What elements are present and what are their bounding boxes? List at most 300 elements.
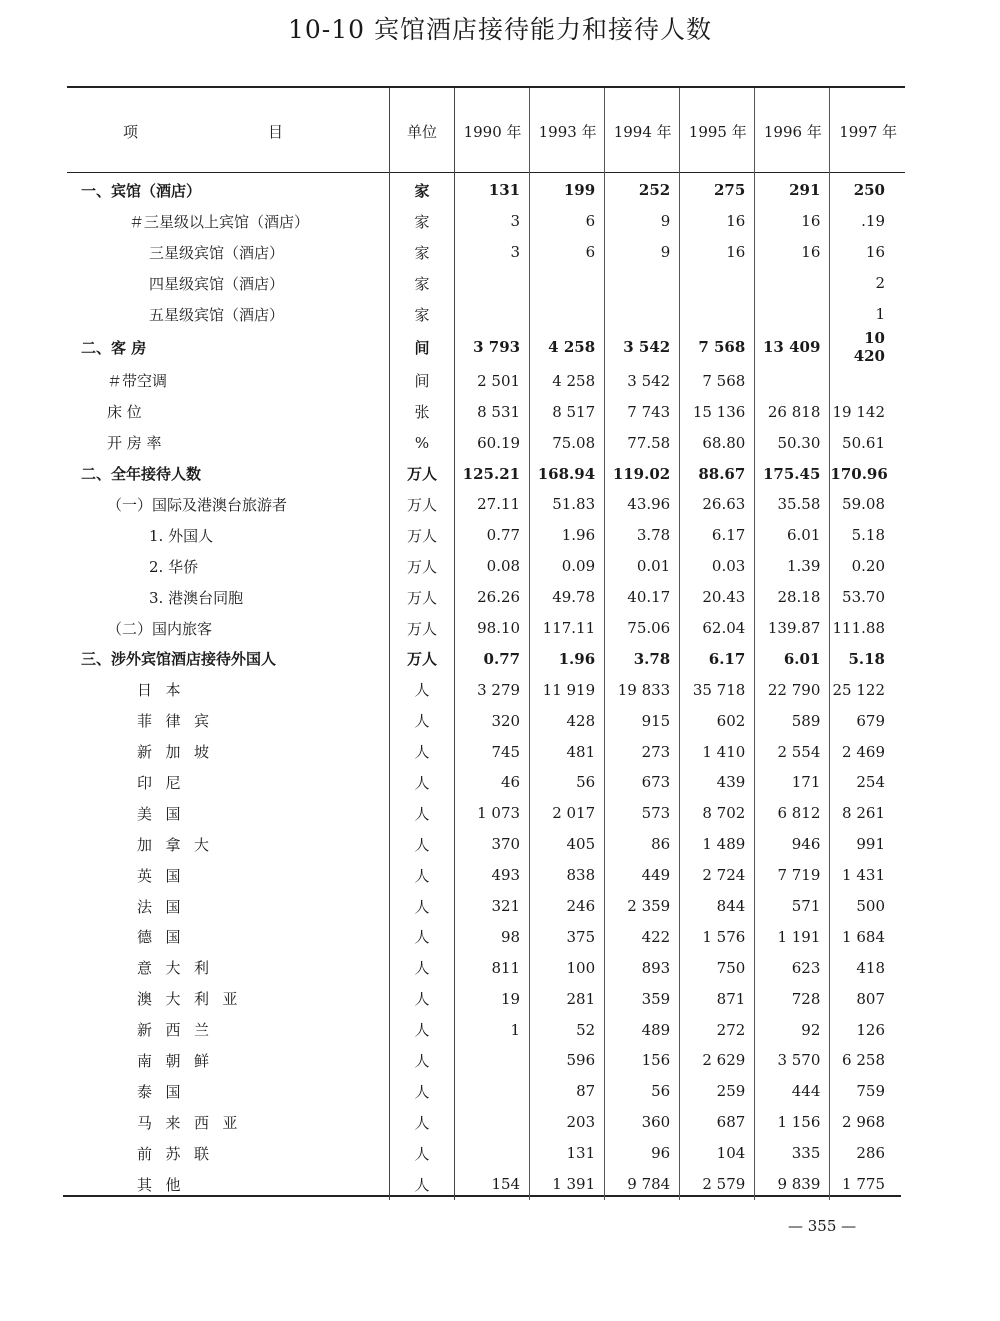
- row-value: 170.96: [830, 464, 888, 483]
- row-value: 19 142: [832, 402, 885, 421]
- row-value: [680, 268, 755, 299]
- row-value: 844: [680, 891, 755, 922]
- row-value: 15 136: [680, 396, 755, 427]
- row-value: 250: [853, 181, 885, 200]
- row-value: 75.08: [530, 427, 605, 458]
- header-unit: 单位: [390, 88, 455, 175]
- hotel-capacity-table: [67, 88, 905, 1200]
- row-value: 26.63: [680, 489, 755, 520]
- row-unit: 人: [390, 798, 455, 829]
- row-value: 405: [530, 829, 605, 860]
- row-value: 2 469: [842, 742, 885, 761]
- row-unit: 张: [390, 396, 455, 427]
- table-row: [67, 175, 905, 206]
- row-value: 139.87: [755, 613, 830, 644]
- row-value: [455, 268, 530, 299]
- row-value: 589: [755, 705, 830, 736]
- row-value: 6: [530, 206, 605, 237]
- row-value: 98: [455, 921, 530, 952]
- row-value: 77.58: [605, 427, 680, 458]
- row-unit: %: [390, 427, 455, 458]
- row-label: 其他: [137, 1175, 195, 1194]
- row-value: 3: [455, 237, 530, 268]
- row-label: 前苏联: [137, 1144, 223, 1163]
- table-row: [67, 983, 905, 1014]
- row-unit: 人: [390, 952, 455, 983]
- row-value: 679: [856, 711, 885, 730]
- table-row: [67, 1107, 905, 1138]
- table-row: [67, 582, 905, 613]
- row-value: 35.58: [755, 489, 830, 520]
- row-value: 3: [455, 206, 530, 237]
- row-value: 893: [605, 952, 680, 983]
- row-value: 1 156: [755, 1107, 830, 1138]
- row-value: 6.17: [680, 643, 755, 674]
- row-value: 19 833: [605, 674, 680, 705]
- row-label: 四星级宾馆（酒店）: [149, 274, 285, 293]
- row-value: 22 790: [755, 674, 830, 705]
- row-value: 571: [755, 891, 830, 922]
- row-label: ＃带空调: [107, 372, 168, 391]
- row-value: 56: [605, 1076, 680, 1107]
- row-value: 1 684: [842, 927, 885, 946]
- row-value: 9: [605, 206, 680, 237]
- row-unit: 人: [390, 674, 455, 705]
- row-value: 1 073: [455, 798, 530, 829]
- row-label: 新加坡: [137, 743, 223, 762]
- row-value: 11 919: [530, 674, 605, 705]
- row-value: 3 542: [605, 329, 680, 365]
- row-value: 493: [455, 860, 530, 891]
- row-value: 573: [605, 798, 680, 829]
- row-value: 2 724: [680, 860, 755, 891]
- row-value: 320: [455, 705, 530, 736]
- row-value: [680, 299, 755, 330]
- row-value: 2 629: [680, 1045, 755, 1076]
- row-label: 床 位: [107, 403, 142, 422]
- row-value: 6.01: [755, 643, 830, 674]
- row-value: 1: [455, 1014, 530, 1045]
- table-row: [67, 1169, 905, 1200]
- table-row: [67, 489, 905, 520]
- row-value: 291: [755, 175, 830, 206]
- row-label: 英国: [137, 866, 195, 885]
- row-value: 673: [605, 767, 680, 798]
- table-row: [67, 1076, 905, 1107]
- row-value: 46: [455, 767, 530, 798]
- row-value: 0.20: [851, 557, 885, 576]
- row-value: 418: [856, 958, 885, 977]
- row-unit: 家: [390, 175, 455, 206]
- table-row: [67, 829, 905, 860]
- row-label: 一、宾馆（酒店）: [81, 181, 202, 200]
- row-value: 1 391: [530, 1169, 605, 1200]
- row-unit: 万人: [390, 643, 455, 674]
- row-value: 750: [680, 952, 755, 983]
- row-value: 275: [680, 175, 755, 206]
- table-row: [67, 237, 905, 268]
- row-value: 4 258: [530, 329, 605, 365]
- table-row: [67, 767, 905, 798]
- row-unit: 人: [390, 1045, 455, 1076]
- table-row: [67, 674, 905, 705]
- row-value: 1.39: [755, 551, 830, 582]
- row-value: 53.70: [842, 588, 885, 607]
- row-label: 法国: [137, 897, 195, 916]
- row-value: 687: [680, 1107, 755, 1138]
- row-value: 9: [605, 237, 680, 268]
- row-unit: 间: [390, 365, 455, 396]
- row-value: 481: [530, 736, 605, 767]
- row-value: 6.17: [680, 520, 755, 551]
- row-value: 360: [605, 1107, 680, 1138]
- row-value: 0.77: [455, 643, 530, 674]
- row-value: 199: [530, 175, 605, 206]
- row-value: 449: [605, 860, 680, 891]
- row-value: 96: [605, 1138, 680, 1169]
- row-value: 92: [755, 1014, 830, 1045]
- row-unit: 家: [390, 206, 455, 237]
- table-row: [67, 860, 905, 891]
- row-value: 98.10: [455, 613, 530, 644]
- row-label: 开 房 率: [107, 434, 162, 453]
- row-value: 2 554: [755, 736, 830, 767]
- row-value: [455, 1076, 530, 1107]
- row-value: 759: [856, 1082, 885, 1101]
- table-row: [67, 891, 905, 922]
- row-value: 745: [455, 736, 530, 767]
- row-unit: 万人: [390, 520, 455, 551]
- header-year-1997: 1997 年: [839, 123, 898, 141]
- row-value: 40.17: [605, 582, 680, 613]
- table-row: [67, 705, 905, 736]
- row-value: [455, 1107, 530, 1138]
- row-value: 20.43: [680, 582, 755, 613]
- row-value: 119.02: [605, 458, 680, 489]
- row-value: 273: [605, 736, 680, 767]
- row-value: 1 489: [680, 829, 755, 860]
- row-label: 日本: [137, 681, 195, 700]
- row-value: 16: [865, 243, 885, 262]
- row-value: 2 501: [455, 365, 530, 396]
- row-label: 1. 外国人: [149, 526, 214, 545]
- row-value: 168.94: [530, 458, 605, 489]
- row-value: 500: [856, 897, 885, 916]
- table-row: [67, 427, 905, 458]
- row-label: 美国: [137, 804, 195, 823]
- row-label: 马来西亚: [137, 1113, 252, 1132]
- table-row: [67, 798, 905, 829]
- row-unit: 人: [390, 829, 455, 860]
- header-item: 项 目: [123, 123, 284, 141]
- table-row: [67, 952, 905, 983]
- row-unit: 人: [390, 1169, 455, 1200]
- row-value: 50.61: [842, 433, 885, 452]
- row-unit: 家: [390, 268, 455, 299]
- row-value: 7 743: [605, 396, 680, 427]
- row-value: 7 719: [755, 860, 830, 891]
- table-row: [67, 921, 905, 952]
- row-value: 26 818: [755, 396, 830, 427]
- row-value: 19: [455, 983, 530, 1014]
- row-value: 335: [755, 1138, 830, 1169]
- row-label: 印尼: [137, 773, 195, 792]
- table-row: [67, 1138, 905, 1169]
- row-value: 439: [680, 767, 755, 798]
- row-value: 991: [856, 835, 885, 854]
- row-unit: 间: [390, 329, 455, 365]
- row-value: 88.67: [680, 458, 755, 489]
- row-value: [605, 268, 680, 299]
- row-value: [605, 299, 680, 330]
- row-value: 3.78: [605, 643, 680, 674]
- row-value: 281: [530, 983, 605, 1014]
- row-value: 68.80: [680, 427, 755, 458]
- row-value: 100: [530, 952, 605, 983]
- row-value: 60.19: [455, 427, 530, 458]
- row-label: 新西兰: [137, 1021, 223, 1040]
- row-value: 375: [530, 921, 605, 952]
- row-value: 5.18: [848, 649, 885, 668]
- row-value: 428: [530, 705, 605, 736]
- row-value: 444: [755, 1076, 830, 1107]
- row-value: 811: [455, 952, 530, 983]
- row-value: 871: [680, 983, 755, 1014]
- row-value: [755, 268, 830, 299]
- header-year-1995: 1995 年: [680, 88, 755, 175]
- row-value: 321: [455, 891, 530, 922]
- row-value: 111.88: [832, 619, 885, 638]
- row-unit: 人: [390, 860, 455, 891]
- row-unit: 人: [390, 736, 455, 767]
- row-value: 50.30: [755, 427, 830, 458]
- header-year-1993: 1993 年: [530, 88, 605, 175]
- row-value: 370: [455, 829, 530, 860]
- row-value: 252: [605, 175, 680, 206]
- row-value: 2 968: [842, 1113, 885, 1132]
- row-value: 56: [530, 767, 605, 798]
- row-label: 二、全年接待人数: [81, 465, 202, 484]
- row-value: 7 568: [680, 365, 755, 396]
- row-value: 125.21: [455, 458, 530, 489]
- row-value: 16: [755, 237, 830, 268]
- row-value: 3 279: [455, 674, 530, 705]
- row-value: [455, 1045, 530, 1076]
- row-label: 3. 港澳台同胞: [149, 588, 244, 607]
- row-value: [755, 299, 830, 330]
- row-value: 246: [530, 891, 605, 922]
- row-value: 26.26: [455, 582, 530, 613]
- row-value: 104: [680, 1138, 755, 1169]
- row-value: 8 702: [680, 798, 755, 829]
- row-unit: 万人: [390, 489, 455, 520]
- row-value: 596: [530, 1045, 605, 1076]
- row-label: 德国: [137, 928, 195, 947]
- row-value: 25 122: [832, 680, 885, 699]
- row-value: [530, 299, 605, 330]
- row-value: 16: [755, 206, 830, 237]
- row-unit: 人: [390, 1076, 455, 1107]
- row-label: 五星级宾馆（酒店）: [149, 305, 285, 324]
- row-value: 8 531: [455, 396, 530, 427]
- row-unit: 人: [390, 1138, 455, 1169]
- row-value: 4 258: [530, 365, 605, 396]
- row-value: 259: [680, 1076, 755, 1107]
- row-value: 2 017: [530, 798, 605, 829]
- row-value: 0.08: [455, 551, 530, 582]
- row-value: 3 542: [605, 365, 680, 396]
- row-value: 1.96: [530, 643, 605, 674]
- row-unit: 人: [390, 891, 455, 922]
- row-unit: 家: [390, 299, 455, 330]
- row-value: 86: [605, 829, 680, 860]
- row-value: 49.78: [530, 582, 605, 613]
- row-value: [455, 1138, 530, 1169]
- row-value: 0.01: [605, 551, 680, 582]
- row-value: .19: [861, 212, 885, 231]
- row-value: 10 420: [853, 329, 885, 366]
- row-unit: 万人: [390, 582, 455, 613]
- row-value: 359: [605, 983, 680, 1014]
- row-unit: 人: [390, 921, 455, 952]
- row-unit: 万人: [390, 458, 455, 489]
- row-label: 南朝鲜: [137, 1051, 223, 1070]
- row-value: 16: [680, 237, 755, 268]
- table-row: [67, 365, 905, 396]
- row-value: 6 258: [842, 1051, 885, 1070]
- row-label: 2. 华侨: [149, 557, 199, 576]
- row-value: 1 431: [842, 866, 885, 885]
- row-label: （一）国际及港澳台旅游者: [107, 495, 288, 514]
- row-value: 13 409: [755, 329, 830, 365]
- row-unit: 人: [390, 1014, 455, 1045]
- row-value: 51.83: [530, 489, 605, 520]
- row-label: （二）国内旅客: [107, 619, 213, 638]
- row-value: 0.09: [530, 551, 605, 582]
- row-value: 0.03: [680, 551, 755, 582]
- row-value: 3 570: [755, 1045, 830, 1076]
- row-value: 602: [680, 705, 755, 736]
- row-value: 807: [856, 989, 885, 1008]
- header-year-1990: 1990 年: [455, 88, 530, 175]
- row-value: 3.78: [605, 520, 680, 551]
- row-value: 62.04: [680, 613, 755, 644]
- row-value: 2 579: [680, 1169, 755, 1200]
- row-value: 1 410: [680, 736, 755, 767]
- row-value: 131: [530, 1138, 605, 1169]
- header-year-1994: 1994 年: [605, 88, 680, 175]
- page-title: 10-10 宾馆酒店接待能力和接待人数: [287, 15, 713, 44]
- row-unit: 人: [390, 983, 455, 1014]
- table-header-row: [67, 88, 905, 175]
- table-row: [67, 613, 905, 644]
- row-label: 三、涉外宾馆酒店接待外国人: [81, 650, 277, 669]
- row-value: 838: [530, 860, 605, 891]
- row-value: 87: [530, 1076, 605, 1107]
- row-label: 三星级宾馆（酒店）: [149, 243, 285, 262]
- row-value: 286: [856, 1144, 885, 1163]
- table-row: [67, 643, 905, 674]
- row-value: 6: [530, 237, 605, 268]
- row-value: 5.18: [851, 526, 885, 545]
- row-value: 126: [856, 1020, 885, 1039]
- row-value: 203: [530, 1107, 605, 1138]
- row-value: 27.11: [455, 489, 530, 520]
- table-row: [67, 299, 905, 330]
- row-value: 171: [755, 767, 830, 798]
- table-row: [67, 206, 905, 237]
- row-value: 422: [605, 921, 680, 952]
- row-value: [755, 365, 830, 396]
- table-row: [67, 396, 905, 427]
- row-value: 623: [755, 952, 830, 983]
- table-row: [67, 1045, 905, 1076]
- table-row: [67, 736, 905, 767]
- row-value: 9 839: [755, 1169, 830, 1200]
- row-value: 28.18: [755, 582, 830, 613]
- row-value: 489: [605, 1014, 680, 1045]
- row-value: 2 359: [605, 891, 680, 922]
- row-value: 6.01: [755, 520, 830, 551]
- row-value: 254: [856, 773, 885, 792]
- row-label: 二、客 房: [81, 338, 147, 357]
- row-value: 1 191: [755, 921, 830, 952]
- table-row: [67, 1014, 905, 1045]
- row-value: 156: [605, 1045, 680, 1076]
- row-value: 8 517: [530, 396, 605, 427]
- table-body: [67, 175, 905, 1200]
- row-value: 946: [755, 829, 830, 860]
- row-value: 728: [755, 983, 830, 1014]
- row-value: 2: [875, 274, 885, 293]
- row-value: [530, 268, 605, 299]
- row-label: 加拿大: [137, 835, 223, 854]
- row-value: 1 576: [680, 921, 755, 952]
- row-value: 0.77: [455, 520, 530, 551]
- row-value: 43.96: [605, 489, 680, 520]
- table-row: [67, 520, 905, 551]
- row-value: 175.45: [755, 458, 830, 489]
- table-row: [67, 458, 905, 489]
- row-value: 272: [680, 1014, 755, 1045]
- row-value: 3 793: [455, 329, 530, 365]
- row-value: 75.06: [605, 613, 680, 644]
- row-value: [455, 299, 530, 330]
- row-value: 915: [605, 705, 680, 736]
- row-value: 9 784: [605, 1169, 680, 1200]
- row-value: 154: [455, 1169, 530, 1200]
- row-unit: 人: [390, 705, 455, 736]
- table-row: [67, 551, 905, 582]
- row-value: 8 261: [842, 804, 885, 823]
- row-label: 菲律宾: [137, 712, 223, 731]
- row-value: 59.08: [842, 495, 885, 514]
- row-unit: 万人: [390, 613, 455, 644]
- header-year-1996: 1996 年: [755, 88, 830, 175]
- row-unit: 万人: [390, 551, 455, 582]
- row-value: 52: [530, 1014, 605, 1045]
- row-value: [830, 365, 905, 396]
- row-value: 131: [455, 175, 530, 206]
- row-value: 35 718: [680, 674, 755, 705]
- row-label: 泰国: [137, 1082, 195, 1101]
- row-value: 1: [875, 305, 885, 323]
- row-value: 1 775: [842, 1175, 885, 1194]
- row-value: 16: [680, 206, 755, 237]
- row-value: 7 568: [680, 329, 755, 365]
- row-unit: 人: [390, 767, 455, 798]
- row-label: ＃三星级以上宾馆（酒店）: [129, 212, 310, 231]
